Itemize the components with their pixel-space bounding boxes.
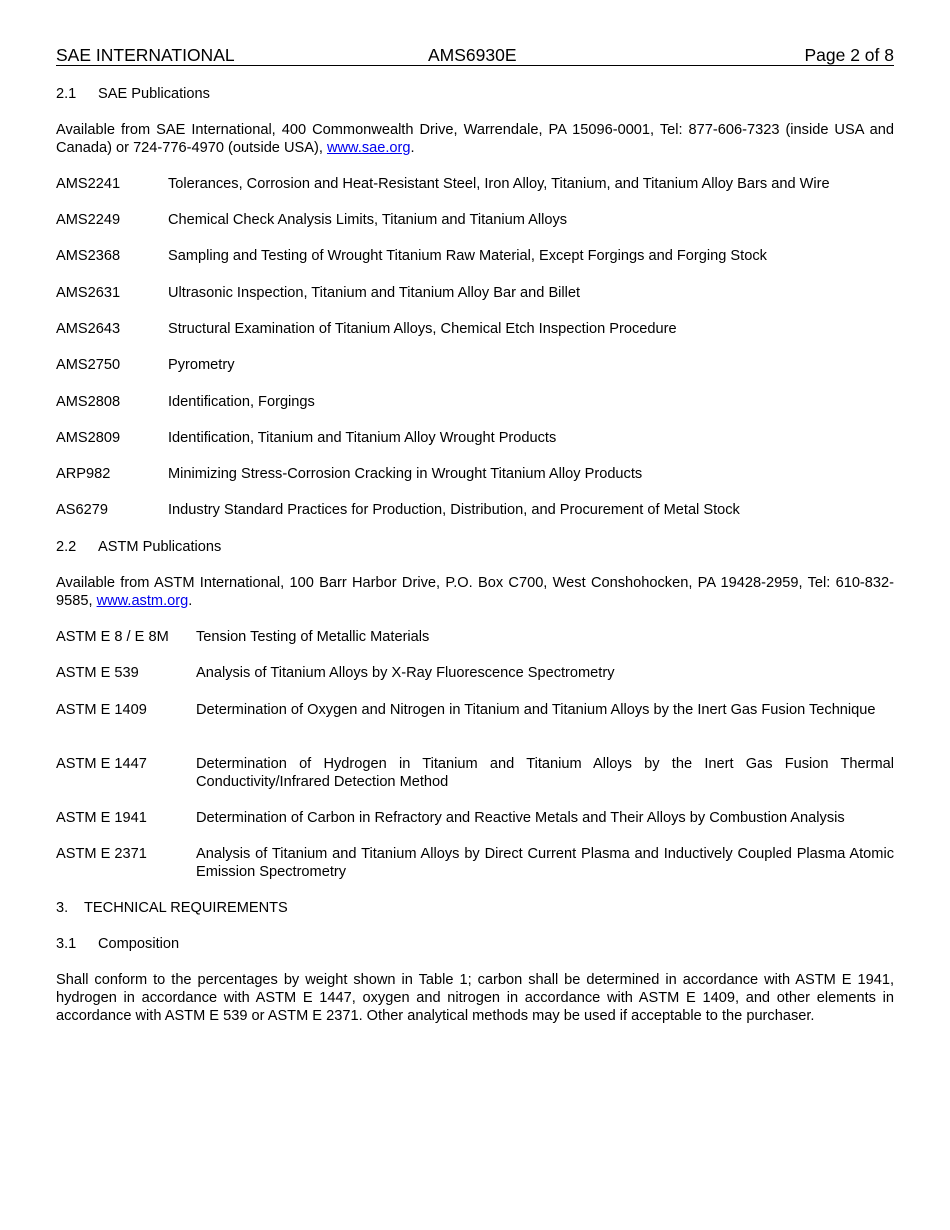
reference-title: Analysis of Titanium Alloys by X-Ray Fluorescence Spectrometry (196, 665, 615, 681)
reference-title: Pyrometry (168, 357, 235, 373)
astm-availability-end: . (188, 593, 193, 609)
reference-code: ARP982 (56, 466, 111, 482)
reference-code: AMS2241 (56, 176, 121, 192)
reference-title: Sampling and Testing of Wrought Titanium Raw Material, Except Forgings and Forging Stock (168, 248, 767, 264)
header-organization: SAE INTERNATIONAL (56, 45, 235, 65)
reference-title: Industry Standard Practices for Production, Distribution, and Procurement of Metal Stock (168, 502, 740, 518)
reference-title: Structural Examination of Titanium Alloys, Chemical Etch Inspection Procedure (168, 321, 677, 337)
reference-code: AMS2750 (56, 357, 121, 373)
reference-title: Identification, Titanium and Titanium Alloy Wrought Products (168, 430, 557, 446)
reference-title: Determination of Carbon in Refractory and Reactive Metals and Their Alloys by Combustion Analysis (196, 810, 845, 826)
reference-code: AMS2631 (56, 285, 121, 301)
reference-title: Determination of Oxygen and Nitrogen in Titanium and Titanium Alloys by the Inert Gas Fusion Technique (196, 702, 876, 718)
reference-code: AMS2249 (56, 212, 121, 228)
reference-title: Ultrasonic Inspection, Titanium and Titanium Alloy Bar and Billet (168, 285, 581, 301)
reference-title: Chemical Check Analysis Limits, Titanium and Titanium Alloys (168, 212, 568, 228)
reference-code: AMS2808 (56, 394, 121, 410)
header-page-number: Page 2 of 8 (804, 45, 894, 65)
reference-code: ASTM E 1409 (56, 702, 147, 718)
section-title: TECHNICAL REQUIREMENTS (84, 900, 288, 916)
section-number: 3.1 (56, 936, 77, 952)
section-3-1-heading (56, 935, 179, 953)
reference-title: Tension Testing of Metallic Materials (196, 629, 430, 645)
reference-code: ASTM E 1941 (56, 810, 147, 826)
astm-availability-text: Available from ASTM International, 100 Barr Harbor Drive, P.O. Box C700, West Conshohocken, PA 19428-2959, Tel: 610-832-9585, (56, 575, 894, 609)
section-2-2-heading (56, 538, 221, 556)
section-title: SAE Publications (98, 86, 210, 102)
reference-code: AS6279 (56, 502, 108, 518)
reference-code: ASTM E 539 (56, 665, 139, 681)
reference-title: Identification, Forgings (168, 394, 315, 410)
section-number: 2.1 (56, 86, 77, 102)
composition-paragraph: Shall conform to the percentages by weight shown in Table 1; carbon shall be determined in accordance with ASTM E 1941, hydrogen in accordance with ASTM E 1447, oxygen and nitrogen in accordance with ASTM E 1409, and other elements in accordance with ASTM E 539 or ASTM E 2371. Other analytical methods may be used if acceptable to the purchaser. (56, 972, 894, 1024)
section-title: Composition (98, 936, 180, 952)
section-number: 2.2 (56, 539, 77, 555)
reference-code: AMS2643 (56, 321, 121, 337)
sae-website-link[interactable]: www.sae.org (326, 140, 411, 156)
reference-code: ASTM E 1447 (56, 756, 147, 772)
sae-availability-paragraph (56, 121, 894, 157)
reference-title: Tolerances, Corrosion and Heat-Resistant Steel, Iron Alloy, Titanium, and Titanium Alloy Bars and Wire (168, 176, 830, 192)
reference-code: AMS2368 (56, 248, 121, 264)
sae-availability-end: . (410, 140, 415, 156)
section-2-1-heading (56, 85, 210, 103)
section-3-heading (56, 899, 288, 917)
astm-availability-paragraph (56, 574, 894, 610)
reference-code: ASTM E 8 / E 8M (56, 629, 169, 645)
reference-title: Minimizing Stress-Corrosion Cracking in Wrought Titanium Alloy Products (168, 466, 643, 482)
reference-code: ASTM E 2371 (56, 846, 147, 862)
reference-title: Analysis of Titanium and Titanium Alloys by Direct Current Plasma and Inductively Coupled Plasma Atomic Emission Spectrometry (196, 846, 894, 880)
section-title: ASTM Publications (98, 539, 222, 555)
astm-website-link[interactable]: www.astm.org (96, 593, 189, 609)
header-document-number: AMS6930E (428, 45, 517, 65)
reference-code: AMS2809 (56, 430, 121, 446)
section-number: 3. (56, 900, 69, 916)
page-header (56, 45, 894, 66)
sae-availability-text: Available from SAE International, 400 Commonwealth Drive, Warrendale, PA 15096-0001, Tel: 877-606-7323 (inside USA and Canada) or 724-776-4970 (outside USA), (56, 122, 894, 156)
reference-title: Determination of Hydrogen in Titanium and Titanium Alloys by the Inert Gas Fusion Thermal Conductivity/Infrared Detection Method (196, 756, 894, 790)
